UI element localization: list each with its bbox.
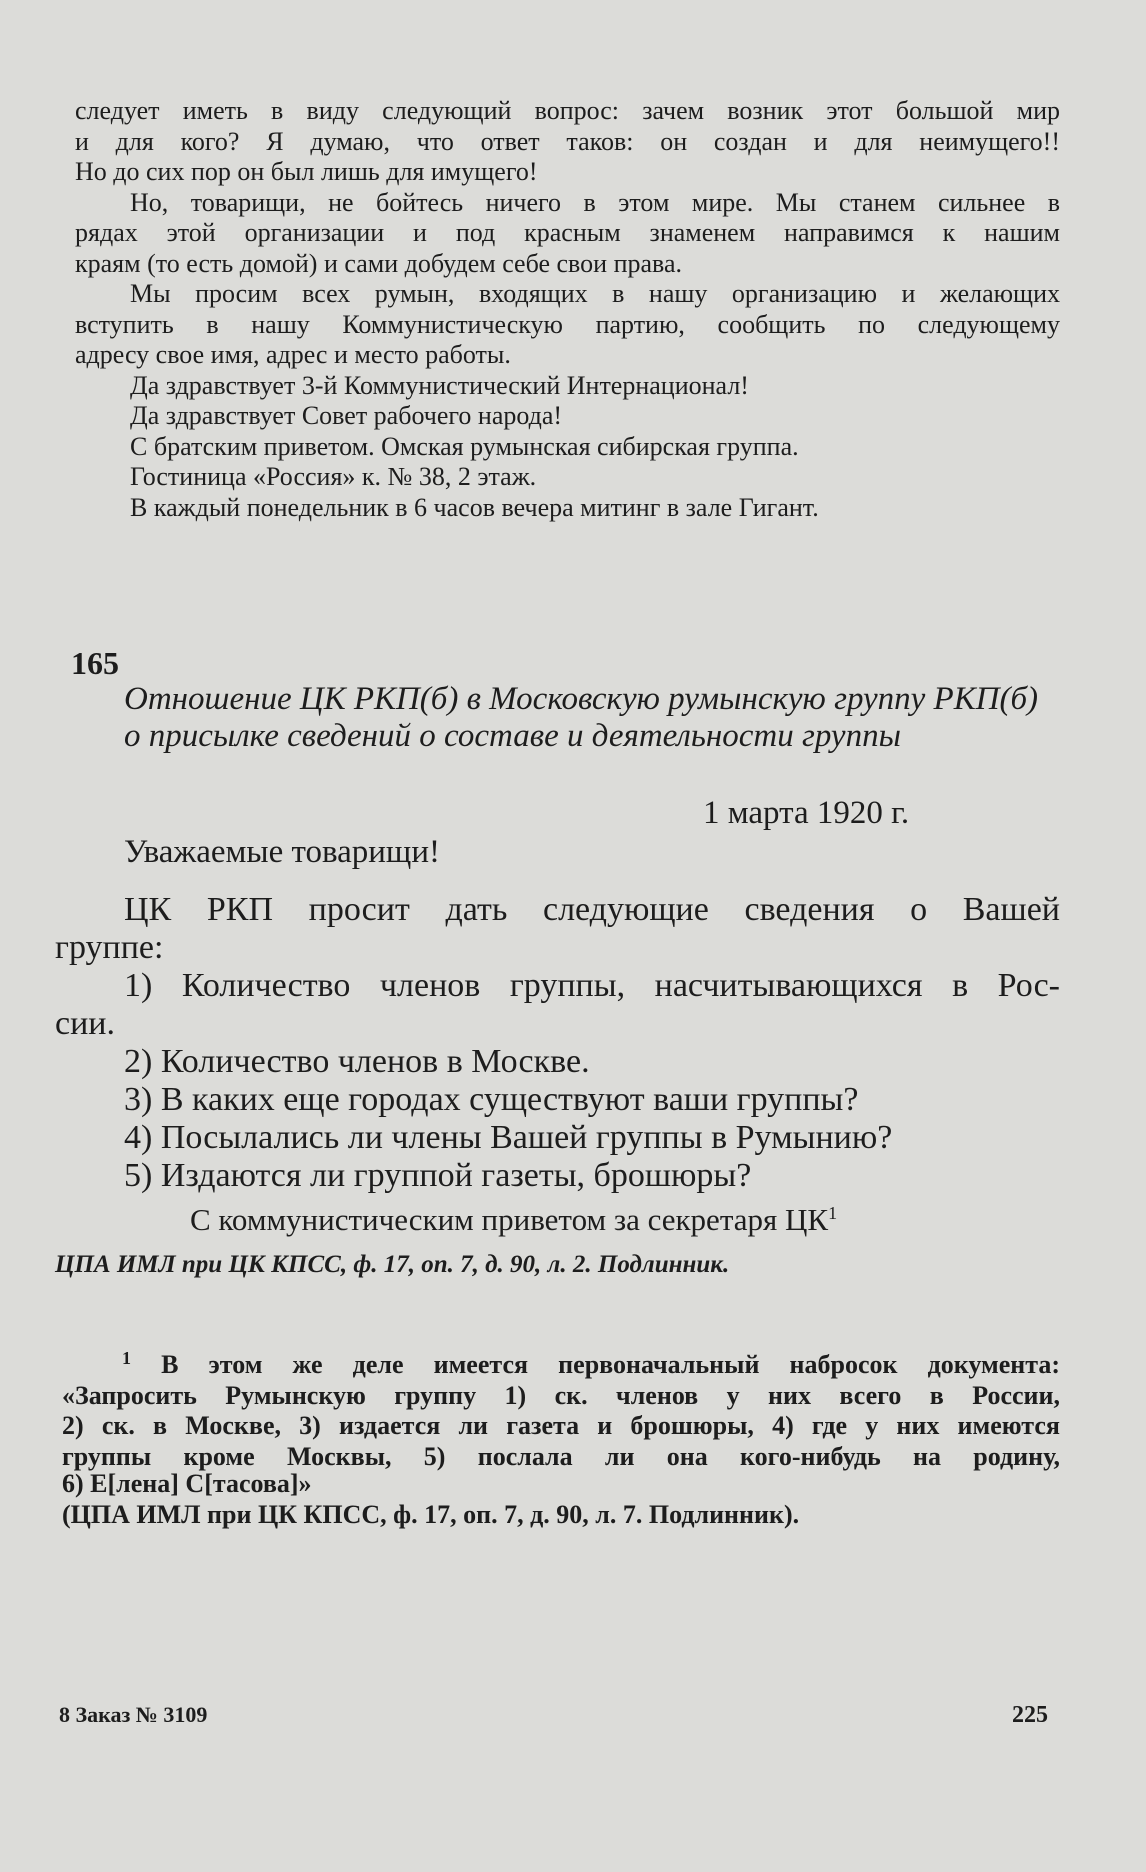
slogan-5: В каждый понедельник в 6 часов вечера митинг в зале Гигант.	[130, 492, 819, 522]
document-number: 165	[71, 645, 119, 681]
para3-line-1: Мы просим всех румын, входящих в нашу организацию и желающих	[130, 279, 1060, 308]
footnote-tail-line-2: (ЦПА ИМЛ при ЦК КПСС, ф. 17, оп. 7, д. 90, л. 7. Подлинник).	[62, 1500, 800, 1529]
footnote-line-4: группы кроме Москвы, 5) послала ли она кого-нибудь на родину,	[62, 1441, 1060, 1471]
footnote-line-3: 2) ск. в Москве, 3) издается ли газета и брошюры, 4) где у них имеются	[62, 1411, 1060, 1440]
intro-line-2: группе:	[55, 929, 164, 966]
document-body	[55, 891, 1060, 1195]
footnote-tail	[62, 1468, 799, 1530]
signature	[190, 1202, 837, 1238]
item-2: 2) Количество членов в Москве.	[124, 1043, 590, 1080]
footnote	[62, 1343, 1060, 1472]
footnote-line-1	[62, 1343, 1060, 1381]
print-order: 8 Заказ № 3109	[59, 1702, 208, 1727]
item-1-line-2: сии.	[55, 1005, 115, 1042]
slogan-4: Гостиница «Россия» к. № 38, 2 этаж.	[130, 462, 537, 491]
page-number: 225	[1012, 1702, 1048, 1728]
footnote-line-2: «Запросить Румынскую группу 1) ск. членов у них всего в России,	[62, 1380, 1060, 1410]
footnote-tail-line-1: 6) Е[лена] С[тасова]»	[62, 1469, 312, 1498]
item-1-line-1: 1) Количество членов группы, насчитывающихся в Рос-	[124, 967, 1060, 1004]
para1-line-1: следует иметь в виду следующий вопрос: зачем возник этот большой мир	[75, 96, 1060, 125]
intro-line-1: ЦК РКП просит дать следующие сведения о Вашей	[124, 891, 1060, 928]
document-date: 1 марта 1920 г.	[703, 795, 910, 831]
item-3: 3) В каких еще городах существуют ваши группы?	[124, 1081, 859, 1118]
para3-line-3: адресу свое имя, адрес и место работы.	[75, 340, 511, 369]
para2-line-3: краям (то есть домой) и сами добудем себе свои права.	[75, 248, 683, 278]
signature-note-mark: 1	[828, 1203, 838, 1223]
archive-reference: ЦПА ИМЛ при ЦК КПСС, ф. 17, оп. 7, д. 90, л. 2. Подлинник.	[55, 1251, 730, 1278]
item-4: 4) Посылались ли члены Вашей группы в Румынию?	[124, 1119, 893, 1156]
slogan-3: С братским приветом. Омская румынская сибирская группа.	[130, 431, 799, 461]
footnote-line-1-text: В этом же деле имеется первоначальный набросок документа:	[161, 1350, 1061, 1379]
para2-line-2: рядах этой организации и под красным знаменем направимся к нашим	[75, 218, 1060, 247]
para2-line-1: Но, товарищи, не бойтесь ничего в этом мире. Мы станем сильнее в	[130, 187, 1060, 217]
signature-text: С коммунистическим приветом за секретаря ЦК	[190, 1202, 829, 1237]
para1-line-3: Но до сих пор он был лишь для имущего!	[75, 157, 538, 186]
footnote-mark: 1	[122, 1348, 131, 1368]
para3-line-2: вступить в нашу Коммунистическую партию, сообщить по следующему	[75, 309, 1060, 339]
slogan-1: Да здравствует 3-й Коммунистический Интернационал!	[130, 370, 749, 400]
slogan-2: Да здравствует Совет рабочего народа!	[130, 401, 563, 430]
item-5: 5) Издаются ли группой газеты, брошюры?	[124, 1157, 752, 1194]
document-title: Отношение ЦК РКП(б) в Московскую румынскую группу РКП(б) о присылке сведений о составе и деятельности группы	[124, 681, 1039, 754]
continuation-text	[75, 96, 1060, 523]
para1-line-2: и для кого? Я думаю, что ответ таков: он создан и для неимущего!!	[75, 126, 1060, 156]
greeting: Уважаемые товарищи!	[124, 834, 440, 870]
